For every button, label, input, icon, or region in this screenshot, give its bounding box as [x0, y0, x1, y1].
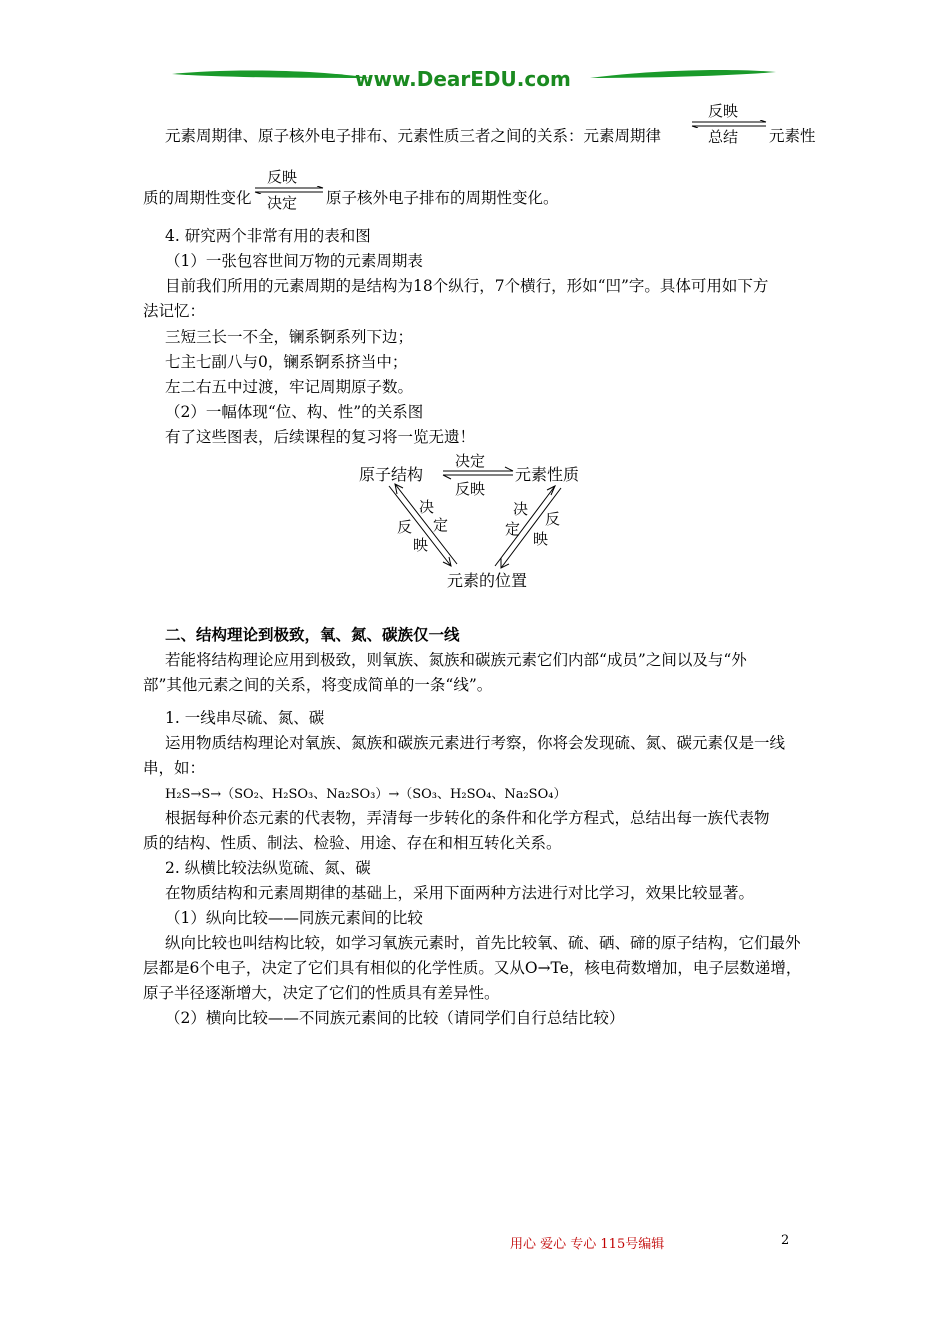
top-decide-label: 决定 [455, 452, 486, 470]
section2-p4: 在物质结构和元素周期律的基础上，采用下面两种方法进行对比学习，效果比较显著。 [165, 884, 755, 902]
footer-text: 用心 爱心 专心 115号编辑 [510, 1237, 665, 1252]
intro-line-2-end: 原子核外电子排布的周期性变化。 [326, 189, 559, 207]
arrow2-bottom-label: 决定 [267, 194, 298, 212]
section2-p3b: 质的结构、性质、制法、检验、用途、存在和相互转化关系。 [143, 834, 562, 852]
poem-line-2: 七主七副八与0，镧系锕系挤当中； [165, 353, 408, 371]
section2-heading: 二、结构理论到极致，氧、氮、碳族仅一线 [165, 625, 460, 644]
relation-arrow-1 [690, 100, 768, 146]
section4-sub2: （2）一幅体现“位、构、性”的关系图 [165, 403, 424, 421]
section2-p5b: 层都是6个电子，决定了它们具有相似的化学性质。又从O→Te，核电荷数增加，电子层数递增， [143, 959, 802, 977]
top-reflect-label: 反映 [455, 480, 486, 498]
node-structure: 原子结构 [359, 465, 424, 484]
intro-text-1: 元素周期律、原子核外电子排布、元素性质三者之间的关系：元素周期律 [165, 127, 662, 145]
section4-p2: 有了这些图表，后续课程的复习将一览无遗！ [165, 428, 476, 446]
section2-p2b: 串，如： [143, 759, 206, 777]
section2-p5a: 纵向比较也叫结构比较，如学习氧族元素时，首先比较氧、硫、硒、碲的原子结构，它们最外 [165, 934, 801, 952]
section4-title: 4. 研究两个非常有用的表和图 [165, 227, 371, 245]
node-property: 元素性质 [515, 465, 580, 484]
intro-line-2-start: 质的周期性变化 [143, 189, 252, 207]
right-decide-2: 定 [505, 520, 521, 538]
section4-p1a: 目前我们所用的元素周期的是结构为18个纵行，7个横行，形如“凹”字。具体可用如下方 [165, 277, 769, 295]
relation-arrow-2 [253, 166, 325, 212]
left-reflect-2: 映 [413, 536, 429, 554]
section4-p1b: 法记忆： [143, 302, 206, 320]
left-decide-1: 决 [419, 498, 435, 516]
page-number: 2 [781, 1233, 790, 1248]
right-reflect-1: 反 [545, 510, 561, 528]
arrow1-top-label: 反映 [708, 102, 739, 120]
relationship-diagram [355, 450, 595, 595]
section2-p3a: 根据每种价态元素的代表物，弄清每一步转化的条件和化学方程式，总结出每一族代表物 [165, 809, 770, 827]
section2-p5c: 原子半径逐渐增大，决定了它们的性质具有差异性。 [143, 984, 500, 1002]
section2-sub1: （1）纵向比较——同族元素间的比较 [165, 909, 423, 927]
site-title[interactable]: www.DearEDU.com [355, 67, 571, 91]
right-decide-1: 决 [513, 500, 529, 518]
section2-p2a: 运用物质结构理论对氧族、氮族和碳族元素进行考察，你将会发现硫、氮、碳元素仅是一线 [165, 734, 786, 752]
intro-line-1 [165, 124, 661, 146]
section2-item1: 1. 一线串尽硫、氮、碳 [165, 709, 325, 727]
poem-line-1: 三短三长一不全，镧系锕系列下边； [165, 328, 414, 346]
left-decide-2: 定 [433, 516, 449, 534]
intro-line-1-end: 元素性 [769, 127, 816, 145]
section2-item2: 2. 纵横比较法纵览硫、氮、碳 [165, 859, 371, 877]
left-reflect-1: 反 [397, 518, 413, 536]
node-position: 元素的位置 [447, 571, 528, 590]
right-reflect-2: 映 [533, 530, 549, 548]
section2-p1b: 部”其他元素之间的关系，将变成简单的一条“线”。 [143, 676, 493, 694]
section2-p1a: 若能将结构理论应用到极致，则氧族、氮族和碳族元素它们内部“成员”之间以及与“外 [165, 651, 747, 669]
section4-sub1: （1）一张包容世间万物的元素周期表 [165, 252, 423, 270]
arrow1-bottom-label: 总结 [708, 128, 739, 146]
poem-line-3: 左二右五中过渡，牢记周期原子数。 [165, 378, 414, 396]
section2-sub2: （2）横向比较——不同族元素间的比较（请同学们自行总结比较） [165, 1009, 625, 1027]
sulfur-chain-formula: H₂S→S→（SO₂、H₂SO₃、Na₂SO₃）→（SO₃、H₂SO₄、Na₂SO₄） [165, 787, 567, 802]
arrow2-top-label: 反映 [267, 168, 298, 186]
